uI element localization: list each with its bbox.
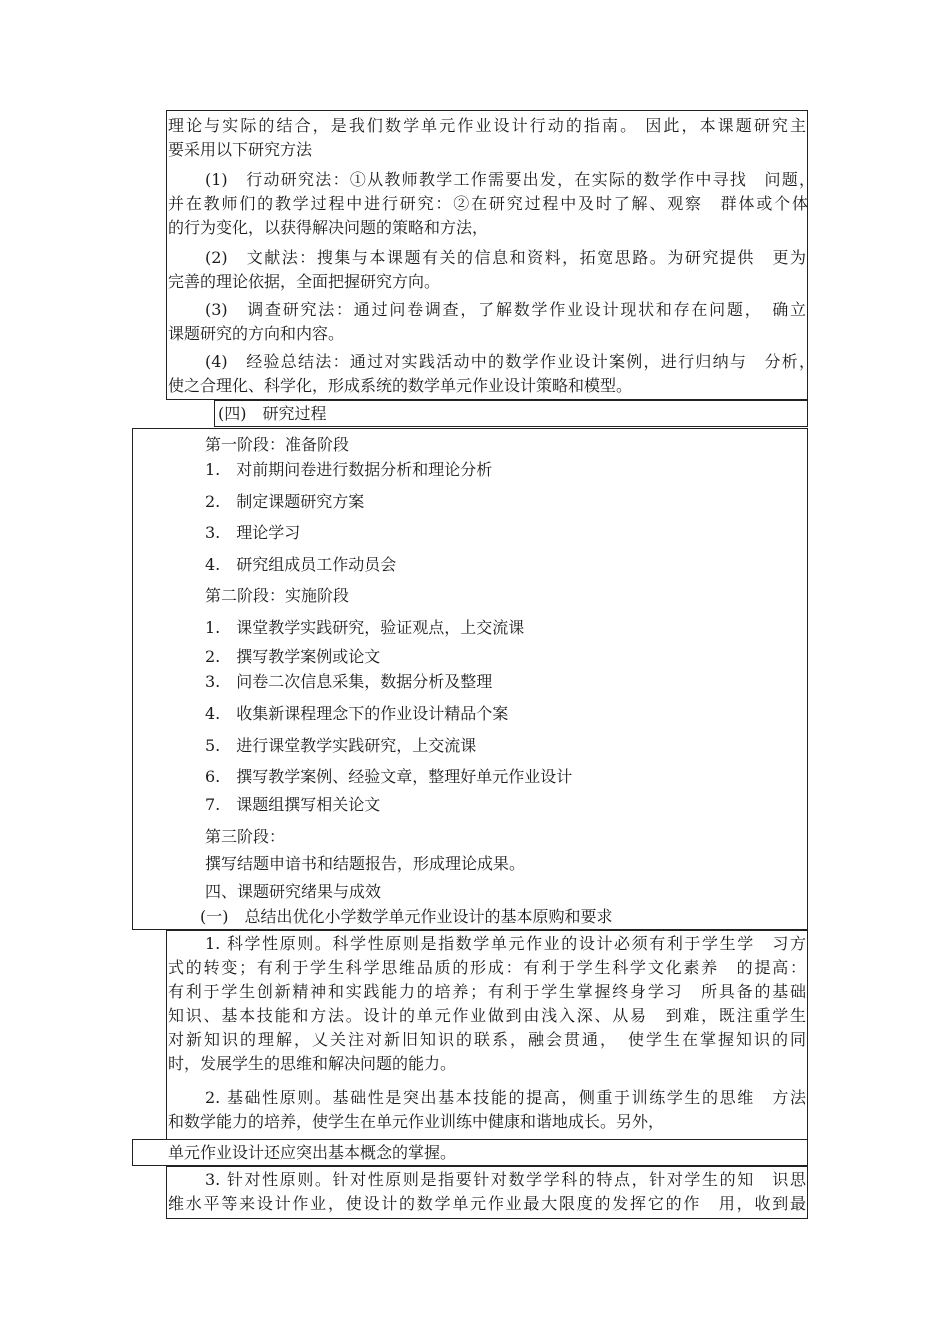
method-4-line-2: 使之合理化、科学化，形成系统的数学单元作业设计策略和模型。 — [168, 376, 633, 395]
stage-2-item: 5. 进行课堂教学实践研究，上交流课 — [205, 736, 477, 755]
stage-1-item: 1. 对前期问卷进行数据分析和理论分析 — [205, 460, 493, 479]
principle-3-line: 维水平等来设计作业，使设计的数学单元作业最大限度的发挥它的作 用，收到最 — [168, 1194, 806, 1213]
method-4-line-1: (4) 经验总结法：通过对实践活动中的数学作业设计案例，进行归纳与 分析， — [205, 352, 815, 371]
principle-1-line: 对新知识的理解，乂关注对新旧知识的联系，融会贯通， 使学生在掌握知识的同 — [168, 1030, 806, 1049]
stage-2-item: 3. 问卷二次信息采集，数据分析及整理 — [205, 672, 493, 691]
principle-1-line: 知识、基本技能和方法。设计的单元作业做到由浅入深、从易 到难，既注重学生 — [168, 1006, 806, 1025]
stage-1-item: 3. 理论学习 — [205, 523, 301, 542]
principle-1-line: 式的转变；有利于学生科学思维品质的形成：有利于学生科学文化素养 的提高： — [168, 958, 806, 977]
process-heading: (四) 研究过程 — [218, 404, 327, 423]
stage-2-item: 6. 撰写教学案例、经验文章，整理好单元作业设计 — [205, 767, 573, 786]
stage-2-item: 4. 收集新课程理念下的作业设计精品个案 — [205, 704, 509, 723]
method-2-line-2: 完善的理论依据，全面把握研究方向。 — [168, 272, 441, 291]
subsection-1-title: (一) 总结出优化小学数学单元作业设计的基本原购和要求 — [200, 907, 613, 926]
method-1-line-2: 并在教师们的教学过程中进行研究：②在研究过程中及时了解、观察 群体或个体 — [168, 194, 808, 213]
stage-2-item: 2. 撰写教学案例或论文 — [205, 647, 381, 666]
method-3-line-1: (3) 调查研究法：通过问卷调查，了解数学作业设计现状和存在问题， 确立 — [205, 300, 806, 319]
principle-2-line: 单元作业设计还应突出基本概念的掌握。 — [168, 1143, 457, 1162]
stage-2-item: 1. 课堂教学实践研究，验证观点，上交流课 — [205, 618, 525, 637]
stage-1-item: 4. 研究组成员工作动员会 — [205, 555, 397, 574]
method-2-line-1: (2) 文献法：搜集与本课题有关的信息和资料，拓宽思路。为研究提供 更为 — [205, 248, 806, 267]
stage-2-item: 7. 课题组撰写相关论文 — [205, 795, 381, 814]
stage-1-item: 2. 制定课题研究方案 — [205, 492, 365, 511]
principle-1-line: 1. 科学性原则。科学性原则是指数学单元作业的设计必须有利于学生学 习方 — [205, 934, 806, 953]
principle-2-line: 2. 基础性原则。基础性是突出基本技能的提高，侧重于训练学生的思维 方法 — [205, 1088, 806, 1107]
intro-line-2: 要采用以下研究方法 — [168, 140, 313, 159]
principle-1-line: 时，发展学生的思维和解决问题的能力。 — [168, 1054, 457, 1073]
method-1-line-3: 的行为变化，以获得解决问题的策略和方法， — [168, 218, 489, 237]
intro-line-1: 理论与实际的结合，是我们数学单元作业设计行动的指南。 因此，本课题研究主 — [168, 116, 806, 135]
stage-2-title: 第二阶段：实施阶段 — [205, 586, 350, 605]
section-4-title: 四、课题研究绪果与成效 — [205, 882, 382, 901]
stage-3-text: 撰写结题申谙书和结题报告，形成理论成果。 — [205, 854, 526, 873]
method-1-line-1: (1) 行动研究法：①从教师教学工作需要出发，在实际的数学作中寻找 问题， — [205, 170, 815, 189]
principle-2-line: 和数学能力的培养，使学生在单元作业训练中健康和谐地成长。另外， — [168, 1112, 665, 1131]
stage-3-title: 第三阶段： — [205, 827, 286, 846]
principle-3-line: 3. 针对性原则。针对性原则是指要针对数学学科的特点，针对学生的知 识思 — [205, 1170, 806, 1189]
principle-1-line: 有利于学生创新精神和实践能力的培养；有利于学生掌握终身学习 所具备的基础 — [168, 982, 806, 1001]
method-3-line-2: 课题研究的方向和内容。 — [168, 324, 345, 343]
stage-1-title: 第一阶段：准备阶段 — [205, 435, 350, 454]
